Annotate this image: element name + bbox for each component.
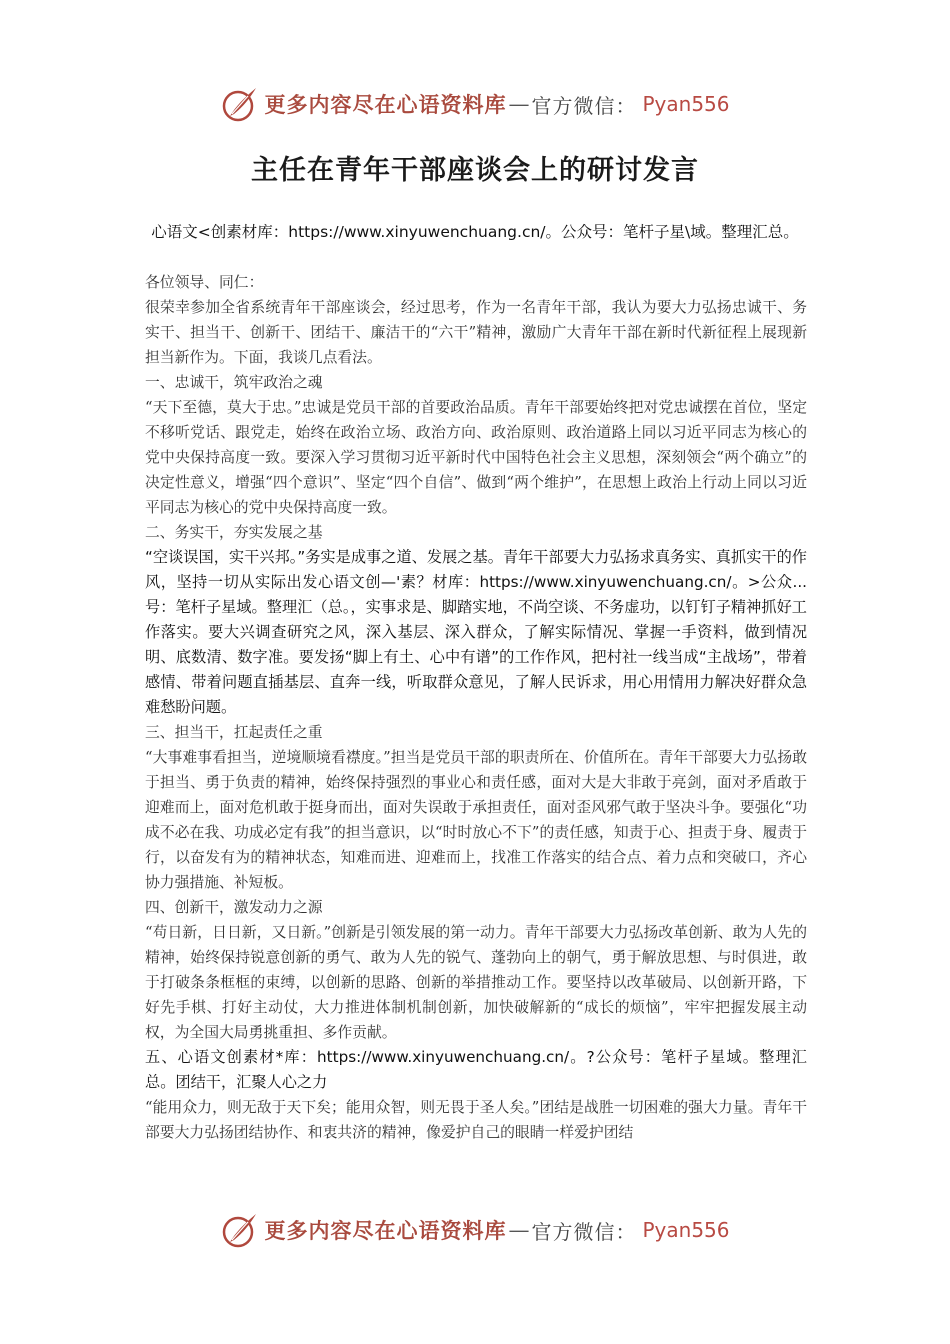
section-heading-5: 五、心语文创素材*库：https://www.xinyuwenchuang.cn/。?公众号：笔杆子星域。整理汇总。团结干，汇聚人心之力 xyxy=(145,1048,807,1091)
section-heading-1: 一、忠诚干，筑牢政治之魂 xyxy=(145,374,323,391)
source-note: 心语文<创素材库：https://www.xinyuwenchuang.cn/。公众号：笔杆子星\域。整理汇总。 xyxy=(151,223,799,241)
section-body-4: “苟日新，日日新，又日新。”创新是引领发展的第一动力。青年干部要大力弘扬改革创新、敢为人先的精神，始终保持锐意创新的勇气、敢为人先的锐气、蓬勃向上的朝气，勇于解放思想、与时俱进，敢于打破条条框框的束缚，以创新的思路、创新的举措推动工作。要坚持以改革破局、以创新开路，下好先手棋、打好主动仗，大力推进体制机制创新，加快破解新的“成长的烦恼”，牢牢把握发展主动权，为全国大局勇挑重担、多作贡献。 xyxy=(145,924,807,1041)
banner-dash: — xyxy=(508,92,530,116)
section-body-2: “空谈误国，实干兴邦。”务实是成事之道、发展之基。青年干部要大力弘扬求真务实、真抓实干的作风，坚持一切从实际出发心语文创—'素？材库：https://www.xinyuwenchuang.cn/。>公众...号：笔杆子星域。整理汇（总。，实事求是、脚踏实地，不尚空谈、不务虚功，以钉钉子精神抓好工作落实。要大兴调查研究之风，深入基层、深入群众，了解实际情况、掌握一手资料，做到情况明、底数清、数字准。要发扬“脚上有土、心中有谱”的工作作风，把村社一线当成“主战场”，带着感情、带着问题直插基层、直奔一线，听取群众意见，了解人民诉求，用心用情用力解决好群众急难愁盼问题。 xyxy=(145,548,807,716)
banner-wechat-id: Pyan556 xyxy=(642,1218,730,1242)
section-heading-2: 二、务实干，夯实发展之基 xyxy=(145,524,323,541)
banner-dash: — xyxy=(508,1218,530,1242)
intro-paragraph: 很荣幸参加全省系统青年干部座谈会，经过思考，作为一名青年干部，我认为要大力弘扬忠诚干、务实干、担当干、创新干、团结干、廉洁干的“六干”精神，激励广大青年干部在新时代新征程上展现新担当新作为。下面，我谈几点看法。 xyxy=(145,299,807,366)
section-body-1: “天下至德，莫大于忠。”忠诚是党员干部的首要政治品质。青年干部要始终把对党忠诚摆在首位，坚定不移听党话、跟党走，始终在政治立场、政治方向、政治原则、政治道路上同以习近平同志为核心的党中央保持高度一致。要深入学习贯彻习近平新时代中国特色社会主义思想，深刻领会“两个确立”的决定性意义，增强“四个意识”、坚定“四个自信”、做到“两个维护”，在思想上政治上行动上同以习近平同志为核心的党中央保持高度一致。 xyxy=(145,399,807,516)
document-body xyxy=(145,270,807,1145)
quill-logo-icon xyxy=(220,84,260,124)
section-heading-4: 四、创新干，激发动力之源 xyxy=(145,899,323,916)
page-title: 主任在青年干部座谈会上的研讨发言 xyxy=(251,155,699,186)
salutation: 各位领导、同仁： xyxy=(145,274,264,291)
section-heading-3: 三、担当干，扛起责任之重 xyxy=(145,724,323,741)
banner-official-label: 官方微信： xyxy=(531,93,637,118)
footer-banner xyxy=(0,1208,950,1252)
section-body-3: “大事难事看担当，逆境顺境看襟度。”担当是党员干部的职责所在、价值所在。青年干部要大力弘扬敢于担当、勇于负责的精神，始终保持强烈的事业心和责任感，面对大是大非敢于亮剑，面对矛盾敢于迎难而上，面对危机敢于挺身而出，面对失误敢于承担责任，面对歪风邪气敢于坚决斗争。要强化“功成不必在我、功成必定有我”的担当意识，以“时时放心不下”的责任感，知责于心、担责于身、履责于行，以奋发有为的精神状态，知难而进、迎难而上，找准工作落实的结合点、着力点和突破口，齐心协力强措施、补短板。 xyxy=(145,749,807,891)
quill-logo-icon xyxy=(220,1210,260,1250)
banner-text: 更多内容尽在心语资料库 xyxy=(264,1218,507,1243)
banner-wechat-id: Pyan556 xyxy=(642,92,730,116)
section-body-5: “能用众力，则无敌于天下矣；能用众智，则无畏于圣人矣。”团结是战胜一切困难的强大力量。青年干部要大力弘扬团结协作、和衷共济的精神，像爱护自己的眼睛一样爱护团结 xyxy=(145,1099,807,1141)
banner-text: 更多内容尽在心语资料库 xyxy=(264,92,507,117)
banner-official-label: 官方微信： xyxy=(531,1219,637,1244)
header-banner xyxy=(0,82,950,126)
